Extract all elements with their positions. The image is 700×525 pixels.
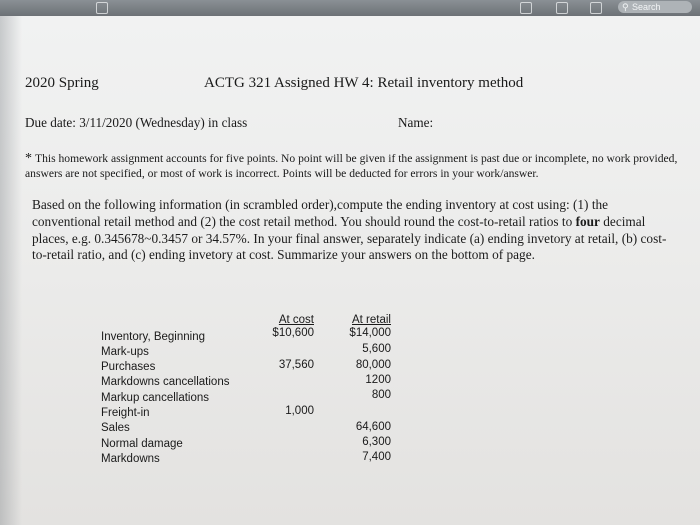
row-label: Markdowns cancellations [101,376,230,388]
row-label: Mark-ups [101,346,149,358]
page-title: ACTG 321 Assigned HW 4: Retail inventory method [204,75,524,91]
search-icon: ⚲ [622,2,629,12]
instructions [32,197,677,264]
row-label: Normal damage [101,438,183,450]
cost-value: 1,000 [285,405,314,417]
term-label: 2020 Spring [25,75,99,91]
row-label: Purchases [101,361,156,373]
note-text: This homework assignment accounts for five points. No point will be given if the assignment is past due or incomplete, no work provided, answers are not specified, or most of work is incorrect. Points will be deducted for errors in your work/answer. [25,152,678,180]
name-label: Name: [398,115,434,130]
instructions-part1: Based on the following information (in scrambled order),compute the ending inventory at cost using: (1) the conventional retail method and (2) the cost retail method. You should round the cost-to-retail ratios to [32,197,609,229]
retail-value: 800 [371,389,391,401]
retail-value: 7,400 [362,451,391,463]
toolbar-icon[interactable] [590,2,602,14]
row-label: Markup cancellations [101,392,210,404]
retail-value: 80,000 [355,359,391,371]
page-shadow [0,16,22,525]
retail-value: 6,300 [362,436,391,448]
instructions-part2: decimal places, e.g. 0.345678~0.3457 or 34.57%. In your final answer, separately indicate (a) ending invetory at retail, (b) cost-to-retail ratio, and (c) ending invetory at cost. Summarize your answers on the bottom of page. [32,213,667,263]
due-date: Due date: 3/11/2020 (Wednesday) in class [25,115,248,130]
retail-value: 5,600 [362,343,391,355]
retail-value: 1200 [365,374,391,386]
assignment-note [25,151,695,181]
col-header-retail: At retail [352,314,391,326]
note-bullet: * [25,151,32,166]
row-label: Inventory, Beginning [101,331,205,343]
row-label: Freight-in [101,407,150,419]
row-label: Markdowns [101,453,160,465]
retail-value: $14,000 [349,327,391,339]
instructions-bold: four [575,213,600,229]
cost-value: $10,600 [272,327,314,339]
row-label: Sales [101,422,130,434]
search-placeholder: Search [632,2,661,12]
retail-value: 64,600 [355,421,391,433]
viewer-toolbar [0,0,700,16]
toolbar-icon[interactable] [556,2,568,14]
toolbar-icon[interactable] [96,2,108,14]
toolbar-icon[interactable] [520,2,532,14]
cost-value: 37,560 [278,359,314,371]
search-input[interactable] [618,1,692,13]
col-header-cost: At cost [278,314,314,326]
